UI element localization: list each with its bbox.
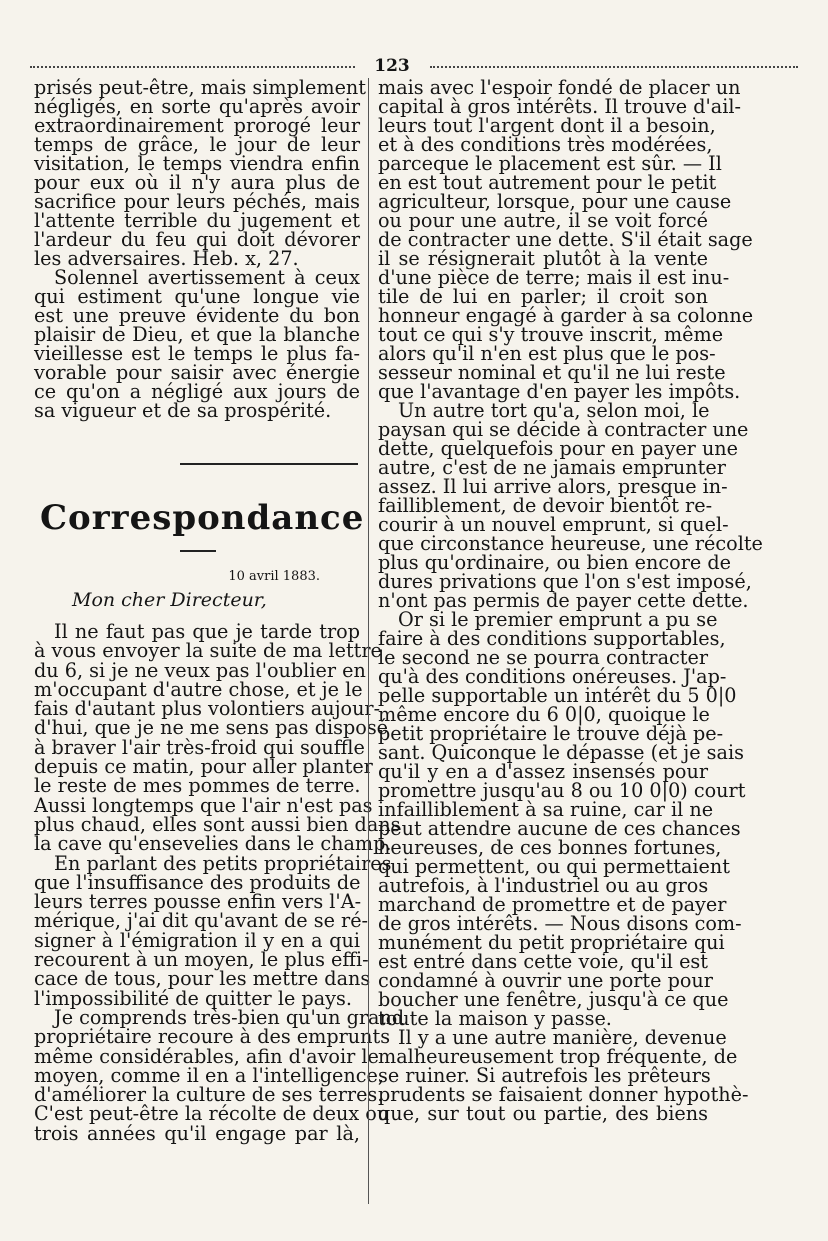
text-line: infailliblement à sa ruine, car il ne	[378, 798, 714, 821]
text-line: propriétaire recoure à des emprunts	[34, 1025, 391, 1049]
text-line: condamné à ouvrir une porte pour	[378, 969, 713, 992]
text-line: toute la maison y passe.	[378, 1007, 612, 1030]
title-underline-rule	[180, 550, 216, 552]
text-line: sacrifice pour leurs péchés, mais	[34, 190, 360, 213]
page-number: 123	[374, 56, 410, 76]
letter-date: 10 avril 1883.	[228, 569, 320, 584]
text-line: honneur engagé à garder à sa colonne	[378, 304, 754, 327]
text-line: mais avec l'espoir fondé de placer un	[378, 76, 741, 99]
text-line: tile de lui en parler; il croit son	[378, 285, 708, 308]
text-line: parceque le placement est sûr. — Il	[378, 152, 722, 175]
text-line: trois années qu'il engage par là,	[34, 1121, 360, 1145]
text-line: autre, c'est de ne jamais emprunter	[378, 456, 726, 479]
text-line: la cave qu'ensevelies dans le champ.	[34, 832, 392, 856]
page-header	[30, 56, 798, 76]
text-line: heureuses, de ces bonnes fortunes,	[378, 836, 722, 859]
text-line: petit propriétaire le trouve déjà pe-	[378, 722, 724, 745]
text-line: l'ardeur du feu qui doit dévorer	[34, 228, 360, 251]
text-line: extraordinairement prorogé leur	[34, 114, 360, 137]
text-line: prisés peut-être, mais simplement	[34, 76, 367, 99]
text-line: même considérables, afin d'avoir le	[34, 1044, 379, 1068]
text-line: d'améliorer la culture de ses terres.	[34, 1083, 384, 1107]
text-line: il se résignerait plutôt à la vente	[378, 247, 708, 270]
text-line: en est tout autrement pour le petit	[378, 171, 717, 194]
text-line: Il y a une autre manière, devenue	[398, 1026, 727, 1049]
text-line: faire à des conditions supportables,	[378, 627, 726, 650]
text-line: vorable pour saisir avec énergie	[34, 361, 360, 384]
text-line: m'occupant d'autre chose, et je le	[34, 677, 363, 701]
text-line: signer à l'émigration il y en a qui	[34, 928, 360, 952]
text-line: courir à un nouvel emprunt, si quel-	[378, 513, 729, 536]
text-line: capital à gros intérêts. Il trouve d'ail-	[378, 95, 741, 118]
text-line: est entré dans cette voie, qu'il est	[378, 950, 708, 973]
text-line: qu'il y en a d'assez insensés pour	[378, 760, 708, 783]
text-line: tout ce qui s'y trouve inscrit, même	[378, 323, 724, 346]
text-line: ce qu'on a négligé aux jours de	[34, 380, 360, 403]
text-line: failliblement, de devoir bientôt re-	[378, 494, 713, 517]
left-column-bottom-text	[34, 620, 405, 1145]
text-line: que circonstance heureuse, une récolte	[378, 532, 763, 555]
text-line: sesseur nominal et qu'il ne lui reste	[378, 361, 726, 384]
text-line: assez. Il lui arrive alors, presque in-	[378, 475, 728, 498]
text-line: qu'à des conditions onéreuses. J'ap-	[378, 665, 727, 688]
letter-salutation: Mon cher Directeur,	[72, 589, 267, 611]
text-line: mérique, j'ai dit qu'avant de se ré-	[34, 909, 369, 933]
text-line: alors qu'il n'en est plus que le pos-	[378, 342, 716, 365]
text-line: plaisir de Dieu, et que la blanche	[34, 323, 360, 346]
column-divider	[368, 78, 369, 1204]
text-line: d'hui, que je ne me sens pas disposé	[34, 716, 389, 740]
right-column-text	[378, 76, 763, 1125]
header-dotted-rule-right	[430, 66, 798, 68]
text-line: et à des conditions très modérées,	[378, 133, 713, 156]
text-line: l'impossibilité de quitter le pays.	[34, 986, 352, 1010]
section-title: Correspondance	[40, 498, 365, 538]
text-line: qui estiment qu'une longue vie	[34, 285, 360, 308]
text-line: de contracter une dette. S'il était sage	[378, 228, 753, 251]
text-line: est une preuve évidente du bon	[34, 304, 360, 327]
header-dotted-rule-left	[30, 66, 355, 68]
left-column-top-text	[34, 76, 367, 422]
text-line: à braver l'air très-froid qui souffle	[34, 735, 365, 759]
text-line: que l'avantage d'en payer les impôts.	[378, 380, 741, 403]
text-line: d'une pièce de terre; mais il est inu-	[378, 266, 730, 289]
text-line: l'attente terrible du jugement et	[34, 209, 360, 232]
text-line: temps de grâce, le jour de leur	[34, 133, 360, 156]
text-line: marchand de promettre et de payer	[378, 893, 727, 916]
text-line: le reste de mes pommes de terre.	[34, 774, 361, 798]
text-line: négligés, en sorte qu'après avoir	[34, 95, 360, 118]
text-line: du 6, si je ne veux pas l'oublier en	[34, 658, 366, 682]
text-line: Solennel avertissement à ceux	[54, 266, 360, 289]
text-line: qui permettent, ou qui permettaient	[378, 855, 730, 878]
text-line: agriculteur, lorsque, pour une cause	[378, 190, 732, 213]
text-line: Il ne faut pas que je tarde trop	[54, 620, 360, 643]
text-line: dette, quelquefois pour en payer une	[378, 437, 739, 460]
text-line: recourent à un moyen, le plus effi-	[34, 948, 369, 972]
text-line: boucher une fenêtre, jusqu'à ce que	[378, 988, 729, 1011]
text-line: peut attendre aucune de ces chances	[378, 817, 741, 840]
text-line: plus chaud, elles sont aussi bien dans	[34, 812, 401, 836]
text-line: pelle supportable un intérêt du 5 0|0	[378, 684, 737, 707]
text-line: paysan qui se décide à contracter une	[378, 418, 749, 441]
text-line: leurs tout l'argent dont il a besoin,	[378, 114, 716, 137]
text-line: malheureusement trop fréquente, de	[378, 1045, 738, 1068]
text-line: moyen, comme il en a l'intelligence,	[34, 1063, 384, 1087]
text-line: promettre jusqu'au 8 ou 10 0|0) court	[378, 779, 746, 802]
text-line: sant. Quiconque le dépasse (et je sais	[378, 741, 744, 764]
text-line: sa vigueur et de sa prospérité.	[34, 399, 332, 422]
text-line: visitation, le temps viendra enfin	[34, 152, 360, 175]
text-line: Aussi longtemps que l'air n'est pas	[34, 793, 373, 817]
text-line: Or si le premier emprunt a pu se	[398, 608, 718, 631]
text-line: n'ont pas permis de payer cette dette.	[378, 589, 749, 612]
text-line: à vous envoyer la suite de ma lettre	[34, 639, 382, 663]
text-line: se ruiner. Si autrefois les prêteurs	[378, 1064, 711, 1087]
section-separator-rule	[180, 463, 358, 465]
text-line: même encore du 6 0|0, quoique le	[378, 703, 710, 726]
text-line: Un autre tort qu'a, selon moi, le	[398, 399, 710, 422]
text-line: plus qu'ordinaire, ou bien encore de	[378, 551, 731, 574]
text-line: ou pour une autre, il se voit forcé	[378, 209, 708, 232]
text-line: autrefois, à l'industriel ou au gros	[378, 874, 709, 897]
text-line: depuis ce matin, pour aller planter	[34, 755, 373, 779]
text-line: leurs terres pousse enfin vers l'A-	[34, 890, 362, 914]
text-line: prudents se faisaient donner hypothè-	[378, 1083, 749, 1106]
text-line: les adversaires. Heb. x, 27.	[34, 247, 299, 270]
text-line: pour eux où il n'y aura plus de	[34, 171, 360, 194]
text-line: cace de tous, pour les mettre dans	[34, 967, 371, 991]
text-line: fais d'autant plus volontiers aujour-	[34, 697, 381, 721]
text-line: munément du petit propriétaire qui	[378, 931, 725, 954]
text-line: vieillesse est le temps le plus fa-	[34, 342, 360, 365]
text-line: dures privations que l'on s'est imposé,	[378, 570, 752, 593]
text-line: En parlant des petits propriétaires	[54, 851, 392, 875]
text-line: Je comprends très-bien qu'un grand	[54, 1005, 405, 1029]
text-line: C'est peut-être la récolte de deux ou	[34, 1102, 390, 1126]
text-line: que, sur tout ou partie, des biens	[378, 1102, 708, 1125]
text-line: que l'insuffisance des produits de	[34, 870, 361, 894]
text-line: de gros intérêts. — Nous disons com-	[378, 912, 742, 935]
text-line: le second ne se pourra contracter	[378, 646, 708, 669]
